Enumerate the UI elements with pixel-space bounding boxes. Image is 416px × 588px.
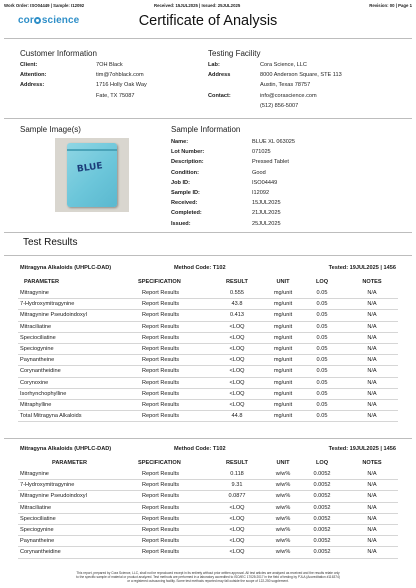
customer-address-line1: 1716 Holly Oak Way — [96, 82, 147, 89]
notes-cell: N/A — [367, 538, 377, 545]
sample-info-block — [171, 137, 295, 229]
loq-cell: 0.0052 — [313, 527, 331, 533]
unit-cell: mg/unit — [273, 334, 293, 341]
notes-cell: N/A — [367, 368, 377, 375]
parameter-cell: Speciociliatine — [20, 334, 56, 341]
table-row — [18, 322, 398, 333]
table-row — [18, 299, 398, 310]
parameter-cell: Paynantheine — [20, 538, 55, 545]
specification-cell: Report Results — [142, 549, 179, 556]
table-row — [18, 469, 398, 480]
panel2-title: Mitragyna Alkaloids (UHPLC-DAD) — [20, 446, 112, 452]
result-cell: <LOQ — [229, 504, 245, 511]
unit-cell: mg/unit — [273, 301, 293, 308]
attention-label: Attention: — [20, 72, 47, 79]
sample-info-value: 15JUL2025 — [252, 200, 281, 207]
loq-cell: 0.05 — [316, 357, 328, 364]
notes-cell: N/A — [367, 334, 377, 341]
specification-cell: Report Results — [142, 312, 179, 319]
notes-cell: N/A — [367, 379, 377, 386]
customer-info-block — [20, 60, 147, 101]
col-result: RESULT — [226, 279, 248, 285]
specification-cell: Report Results — [142, 402, 179, 408]
result-cell: <LOQ — [229, 527, 245, 533]
unit-cell: w/w% — [275, 515, 291, 522]
result-cell: 0.118 — [230, 471, 244, 477]
parameter-cell: Corynoxine — [20, 379, 49, 386]
sample-info-row — [171, 157, 295, 167]
sample-divider — [4, 232, 412, 233]
col-specification: SPECIFICATION — [138, 460, 181, 466]
panel-divider — [4, 438, 412, 439]
parameter-cell: Speciogynine — [20, 527, 54, 533]
test-results-heading: Test Results — [23, 237, 78, 248]
table-row — [18, 480, 398, 491]
result-cell: <LOQ — [229, 323, 245, 330]
table-row — [18, 547, 398, 558]
unit-cell: mg/unit — [273, 290, 293, 296]
unit-cell: w/w% — [275, 549, 291, 556]
specification-cell: Report Results — [142, 379, 179, 386]
sample-info-value: Good — [252, 169, 266, 176]
sample-pouch-image — [67, 143, 117, 207]
panel1-tested: Tested: 19JUL2025 | 1456 — [328, 265, 396, 271]
specification-cell: Report Results — [142, 290, 179, 296]
parameter-cell: Speciociliatine — [20, 515, 56, 522]
notes-cell: N/A — [367, 402, 377, 408]
unit-cell: mg/unit — [273, 379, 293, 386]
table-row — [18, 503, 398, 514]
table-row — [18, 344, 398, 355]
result-cell: <LOQ — [229, 334, 245, 341]
parameter-cell: Total Mitragyna Alkaloids — [20, 413, 82, 420]
notes-cell: N/A — [367, 312, 377, 319]
table-row — [18, 491, 398, 502]
table-row — [18, 333, 398, 344]
result-cell: <LOQ — [229, 538, 245, 545]
attention-value: tim@7ohblack.com — [96, 72, 144, 79]
notes-cell: N/A — [367, 482, 377, 489]
table-row — [18, 378, 398, 389]
parameter-cell: Corynantheidine — [20, 368, 61, 375]
customer-address-line2: Fate, TX 75087 — [96, 92, 135, 99]
result-cell: 0.555 — [230, 290, 244, 296]
unit-cell: w/w% — [275, 482, 291, 489]
footer-line2: to the specific sample of material or product analyzed. Test methods are performed in a laboratory accredited to ISO/IEC 17025:2017 in the field of testing by PJLA (Accreditation #116374) — [76, 575, 340, 579]
specification-cell: Report Results — [142, 323, 179, 330]
loq-cell: 0.0052 — [313, 504, 331, 511]
sample-info-value: Pressed Tablet — [252, 159, 289, 166]
parameter-cell: Corynantheidine — [20, 549, 61, 556]
specification-cell: Report Results — [142, 527, 179, 533]
sample-info-row — [171, 178, 295, 188]
panel1-title: Mitragyna Alkaloids (UHPLC-DAD) — [20, 265, 112, 271]
result-cell: <LOQ — [229, 379, 245, 386]
unit-cell: mg/unit — [273, 402, 293, 408]
footer-line3: or a registered outsourcing facility. Some test methods reported may fall outside the scope of 122-250 supplement. — [127, 579, 289, 583]
table-row — [18, 411, 398, 422]
pouch-zipper — [67, 149, 117, 151]
panel1-method: Method Code: T102 — [174, 265, 226, 271]
specification-cell: Report Results — [142, 357, 179, 364]
lab-label: Lab: — [208, 62, 220, 68]
footer-line1: This report, prepared by Cora Science, LLC, shall not be reproduced except in its entirety without prior written approval. All test articles are analyzed as received and the results relate only — [76, 571, 340, 575]
unit-cell: w/w% — [275, 471, 291, 477]
specification-cell: Report Results — [142, 504, 179, 511]
specification-cell: Report Results — [142, 538, 179, 545]
loq-cell: 0.05 — [316, 346, 328, 352]
specification-cell: Report Results — [142, 301, 179, 308]
client-label: Client: — [20, 62, 38, 68]
customer-info-heading: Customer Information — [20, 49, 97, 58]
unit-cell: mg/unit — [273, 390, 293, 397]
contact-email[interactable]: info@corascience.com — [260, 92, 317, 99]
sample-info-value: 25JUL2025 — [252, 220, 281, 227]
loq-cell: 0.05 — [316, 323, 328, 330]
specification-cell: Report Results — [142, 346, 179, 352]
col-loq: LOQ — [315, 460, 329, 466]
parameter-cell: 7-Hydroxymitragynine — [20, 301, 75, 308]
table-row — [18, 525, 398, 536]
test-results-divider — [4, 255, 412, 256]
loq-cell: 0.05 — [316, 334, 328, 341]
facility-address-line2: Austin, Texas 78757 — [260, 82, 311, 89]
sample-info-row — [171, 137, 295, 147]
sample-images-heading: Sample Image(s) — [20, 125, 81, 134]
notes-cell: N/A — [367, 471, 377, 477]
panel2-method: Method Code: T102 — [174, 446, 226, 452]
sample-info-label: Description: — [171, 159, 204, 166]
table-row — [18, 389, 398, 400]
testing-facility-heading: Testing Facility — [208, 49, 261, 58]
sample-info-value: I12092 — [252, 190, 270, 197]
result-cell: 43.8 — [231, 301, 243, 308]
result-cell: 0.413 — [230, 312, 244, 319]
unit-cell: mg/unit — [273, 346, 293, 352]
table-row — [18, 288, 398, 299]
sample-info-value: 071025 — [252, 149, 271, 156]
facility-address-line1: 8000 Anderson Square, STE 113 — [260, 72, 342, 79]
unit-cell: w/w% — [275, 504, 291, 511]
col-loq: LOQ — [315, 279, 329, 285]
parameter-cell: Speciogynine — [20, 346, 54, 352]
loq-cell: 0.05 — [316, 368, 328, 375]
loq-cell: 0.05 — [316, 379, 328, 386]
col-parameter: PARAMETER — [24, 279, 60, 285]
sample-info-label: Condition: — [171, 169, 199, 176]
specification-cell: Report Results — [142, 471, 179, 477]
loq-cell: 0.05 — [316, 402, 328, 408]
pouch-handwriting: BLUE — [76, 161, 104, 175]
footer-disclaimer — [14, 571, 402, 583]
facility-address-label: Address — [208, 72, 231, 79]
parameter-cell: Mitragynine Pseudoindoxyl — [20, 312, 87, 319]
sample-info-label: Sample ID: — [171, 190, 200, 197]
loq-cell: 0.0052 — [313, 549, 331, 556]
result-cell: <LOQ — [229, 357, 245, 364]
unit-cell: mg/unit — [273, 323, 293, 330]
work-order-line: Work Order: ISO04449 | Sample: I12092 — [4, 3, 85, 8]
notes-cell: N/A — [367, 390, 377, 397]
sample-info-label: Received: — [171, 200, 198, 207]
loq-cell: 0.05 — [316, 301, 328, 308]
lab-value: Cora Science, LLC — [260, 62, 307, 68]
sample-info-value: ISO04449 — [252, 179, 278, 186]
parameter-cell: Mitraciliatine — [20, 504, 52, 511]
result-cell: 44.8 — [231, 413, 243, 420]
customer-address-label: Address: — [20, 82, 45, 89]
col-specification: SPECIFICATION — [138, 279, 181, 285]
notes-cell: N/A — [367, 357, 377, 364]
col-notes: NOTES — [362, 279, 382, 285]
specification-cell: Report Results — [142, 515, 179, 522]
notes-cell: N/A — [367, 549, 377, 556]
loq-cell: 0.05 — [316, 413, 328, 420]
loq-cell: 0.0052 — [313, 471, 331, 477]
notes-cell: N/A — [367, 413, 377, 420]
unit-cell: w/w% — [275, 527, 291, 533]
notes-cell: N/A — [367, 290, 377, 296]
col-parameter: PARAMETER — [52, 460, 88, 466]
panel2-tested: Tested: 19JUL2025 | 1456 — [328, 446, 396, 452]
unit-cell: mg/unit — [273, 413, 293, 420]
sample-info-heading: Sample Information — [171, 125, 241, 134]
unit-cell: mg/unit — [273, 368, 293, 375]
col-result: RESULT — [226, 460, 248, 466]
parameter-cell: Mitraciliatine — [20, 323, 52, 330]
result-cell: <LOQ — [229, 549, 245, 556]
col-unit: UNIT — [276, 279, 290, 285]
col-unit: UNIT — [276, 460, 290, 466]
table-row — [18, 366, 398, 377]
notes-cell: N/A — [367, 515, 377, 522]
parameter-cell: Isorhynchophylline — [20, 390, 67, 397]
contact-label: Contact: — [208, 92, 231, 99]
unit-cell: w/w% — [275, 538, 291, 545]
loq-cell: 0.0052 — [313, 482, 331, 489]
notes-cell: N/A — [367, 493, 377, 500]
received-issued-line: Received: 15JUL2025 | Issued: 25JUL2025 — [154, 3, 241, 8]
sample-info-row — [171, 208, 295, 218]
sample-info-row — [171, 219, 295, 229]
client-value: 7OH Black — [96, 62, 123, 68]
result-cell: <LOQ — [229, 346, 245, 352]
notes-cell: N/A — [367, 504, 377, 511]
loq-cell: 0.0052 — [313, 538, 331, 545]
sample-info-value: 21JUL2025 — [252, 210, 281, 217]
unit-cell: mg/unit — [273, 357, 293, 364]
specification-cell: Report Results — [142, 368, 179, 375]
sample-info-label: Issued: — [171, 220, 191, 227]
table-row — [18, 310, 398, 321]
sample-info-label: Lot Number: — [171, 149, 205, 156]
col-notes: NOTES — [362, 460, 382, 466]
table-row — [18, 536, 398, 547]
top-info-bar — [4, 3, 412, 11]
sample-info-label: Completed: — [171, 210, 202, 217]
specification-cell: Report Results — [142, 482, 179, 489]
table-row — [18, 400, 398, 411]
result-cell: 9.31 — [231, 482, 243, 489]
logo-text-left: cor — [18, 15, 34, 26]
loq-cell: 0.0052 — [313, 493, 331, 500]
specification-cell: Report Results — [142, 390, 179, 397]
unit-cell: w/w% — [275, 493, 291, 500]
table-row — [18, 514, 398, 525]
testing-facility-block — [208, 60, 342, 111]
sample-photo — [55, 138, 129, 212]
sample-info-row — [171, 147, 295, 157]
result-cell: <LOQ — [229, 402, 245, 408]
sample-info-row — [171, 198, 295, 208]
specification-cell: Report Results — [142, 334, 179, 341]
info-divider — [4, 118, 412, 119]
loq-cell: 0.05 — [316, 290, 328, 296]
revision-line: Revision: 00 | Page 1 — [369, 3, 412, 8]
header-divider — [4, 38, 412, 39]
sample-info-row — [171, 188, 295, 198]
sample-info-label: Name: — [171, 139, 189, 145]
table-row — [18, 355, 398, 366]
loq-cell: 0.05 — [316, 390, 328, 397]
unit-cell: mg/unit — [273, 312, 293, 319]
sample-info-value: BLUE XL 063025 — [252, 139, 296, 145]
parameter-cell: Mitragynine Pseudoindoxyl — [20, 493, 87, 500]
contact-phone: (512) 856-5007 — [260, 102, 299, 109]
loq-cell: 0.05 — [316, 312, 328, 319]
result-cell: <LOQ — [229, 515, 245, 522]
parameter-cell: Mitragynine — [20, 290, 49, 296]
notes-cell: N/A — [367, 323, 377, 330]
page-title: Certificate of Analysis — [138, 13, 278, 29]
notes-cell: N/A — [367, 346, 377, 352]
parameter-cell: Paynantheine — [20, 357, 55, 364]
notes-cell: N/A — [367, 301, 377, 308]
parameter-cell: Mitraphylline — [20, 402, 52, 408]
logo-text-right: science — [41, 15, 80, 26]
loq-cell: 0.0052 — [313, 515, 331, 522]
parameter-cell: 7-Hydroxymitragynine — [20, 482, 75, 489]
sample-info-label: Job ID: — [171, 179, 190, 186]
specification-cell: Report Results — [142, 413, 179, 420]
result-cell: 0.0877 — [228, 493, 246, 500]
result-cell: <LOQ — [229, 390, 245, 397]
parameter-cell: Mitragynine — [20, 471, 49, 477]
result-cell: <LOQ — [229, 368, 245, 375]
sample-info-row — [171, 168, 295, 178]
specification-cell: Report Results — [142, 493, 179, 500]
notes-cell: N/A — [367, 527, 377, 533]
